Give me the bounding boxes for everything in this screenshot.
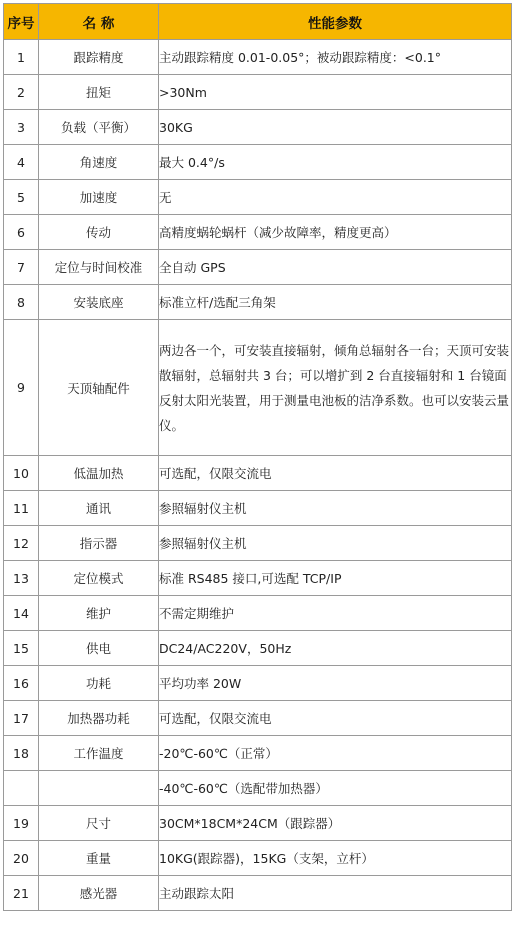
row-number: 8 [4, 285, 39, 320]
row-number: 19 [4, 806, 39, 841]
row-number: 2 [4, 75, 39, 110]
row-param: 30CM*18CM*24CM（跟踪器） [159, 806, 512, 841]
row-number: 6 [4, 215, 39, 250]
row-param: 最大 0.4°/s [159, 145, 512, 180]
row-name: 通讯 [39, 491, 159, 526]
row-name: 尺寸 [39, 806, 159, 841]
spec-table [3, 3, 512, 911]
row-param: 可选配，仅限交流电 [159, 456, 512, 491]
row-param: 主动跟踪太阳 [159, 876, 512, 911]
row-param: 平均功率 20W [159, 666, 512, 701]
row-param: 可选配，仅限交流电 [159, 701, 512, 736]
row-name: 天顶轴配件 [39, 320, 159, 456]
row-param: -20℃-60℃（正常） [159, 736, 512, 771]
row-number: 14 [4, 596, 39, 631]
row-number: 1 [4, 40, 39, 75]
row-param: >30Nm [159, 75, 512, 110]
table-row [4, 285, 512, 320]
table-row [4, 250, 512, 285]
row-name: 跟踪精度 [39, 40, 159, 75]
row-param: 无 [159, 180, 512, 215]
row-number: 17 [4, 701, 39, 736]
row-number: 21 [4, 876, 39, 911]
row-number: 16 [4, 666, 39, 701]
table-row [4, 491, 512, 526]
row-number: 3 [4, 110, 39, 145]
row-name: 扭矩 [39, 75, 159, 110]
table-row [4, 666, 512, 701]
row-param: 两边各一个，可安装直接辐射，倾角总辐射各一台；天顶可安装散辐射，总辐射共 3 台；可以增扩到 2 台直接辐射和 1 台镜面反射太阳光装置，用于测量电池板的洁净系数。也可以安装云量仪。 [159, 320, 512, 456]
row-name: 感光器 [39, 876, 159, 911]
row-name: 供电 [39, 631, 159, 666]
table-row [4, 526, 512, 561]
row-param: 全自动 GPS [159, 250, 512, 285]
row-param: -40℃-60℃（选配带加热器） [159, 771, 512, 806]
row-name: 指示器 [39, 526, 159, 561]
table-row [4, 456, 512, 491]
row-param: 30KG [159, 110, 512, 145]
table-header-row [4, 4, 512, 40]
row-number: 9 [4, 320, 39, 456]
row-param: 高精度蜗轮蜗杆（减少故障率，精度更高） [159, 215, 512, 250]
table-row [4, 701, 512, 736]
table-row [4, 110, 512, 145]
row-name: 传动 [39, 215, 159, 250]
header-param: 性能参数 [159, 4, 512, 40]
row-number: 11 [4, 491, 39, 526]
row-param: 参照辐射仪主机 [159, 491, 512, 526]
row-name: 加速度 [39, 180, 159, 215]
table-row [4, 180, 512, 215]
table-row [4, 75, 512, 110]
table-row [4, 841, 512, 876]
header-no: 序号 [4, 4, 39, 40]
row-number: 18 [4, 736, 39, 771]
table-row [4, 631, 512, 666]
row-param: 不需定期维护 [159, 596, 512, 631]
row-number: 4 [4, 145, 39, 180]
table-row [4, 771, 512, 806]
row-name: 功耗 [39, 666, 159, 701]
row-param: 标准立杆/选配三角架 [159, 285, 512, 320]
table-row [4, 215, 512, 250]
table-row [4, 561, 512, 596]
row-number [4, 771, 39, 806]
row-number: 5 [4, 180, 39, 215]
row-number: 10 [4, 456, 39, 491]
row-param: 标准 RS485 接口,可选配 TCP/IP [159, 561, 512, 596]
table-row [4, 40, 512, 75]
table-row [4, 806, 512, 841]
row-name: 定位模式 [39, 561, 159, 596]
row-name: 低温加热 [39, 456, 159, 491]
row-name: 重量 [39, 841, 159, 876]
row-param: 参照辐射仪主机 [159, 526, 512, 561]
header-name: 名 称 [39, 4, 159, 40]
row-name [39, 771, 159, 806]
table-row [4, 145, 512, 180]
row-number: 15 [4, 631, 39, 666]
row-name: 工作温度 [39, 736, 159, 771]
table-row [4, 596, 512, 631]
row-param: 10KG(跟踪器)，15KG（支架，立杆） [159, 841, 512, 876]
row-param: 主动跟踪精度 0.01-0.05°；被动跟踪精度：<0.1° [159, 40, 512, 75]
row-name: 定位与时间校准 [39, 250, 159, 285]
row-name: 维护 [39, 596, 159, 631]
table-row [4, 876, 512, 911]
row-number: 20 [4, 841, 39, 876]
row-param: DC24/AC220V，50Hz [159, 631, 512, 666]
row-name: 加热器功耗 [39, 701, 159, 736]
row-name: 安装底座 [39, 285, 159, 320]
table-row [4, 736, 512, 771]
row-name: 负载（平衡） [39, 110, 159, 145]
row-number: 7 [4, 250, 39, 285]
row-number: 13 [4, 561, 39, 596]
row-number: 12 [4, 526, 39, 561]
table-row [4, 320, 512, 456]
row-name: 角速度 [39, 145, 159, 180]
